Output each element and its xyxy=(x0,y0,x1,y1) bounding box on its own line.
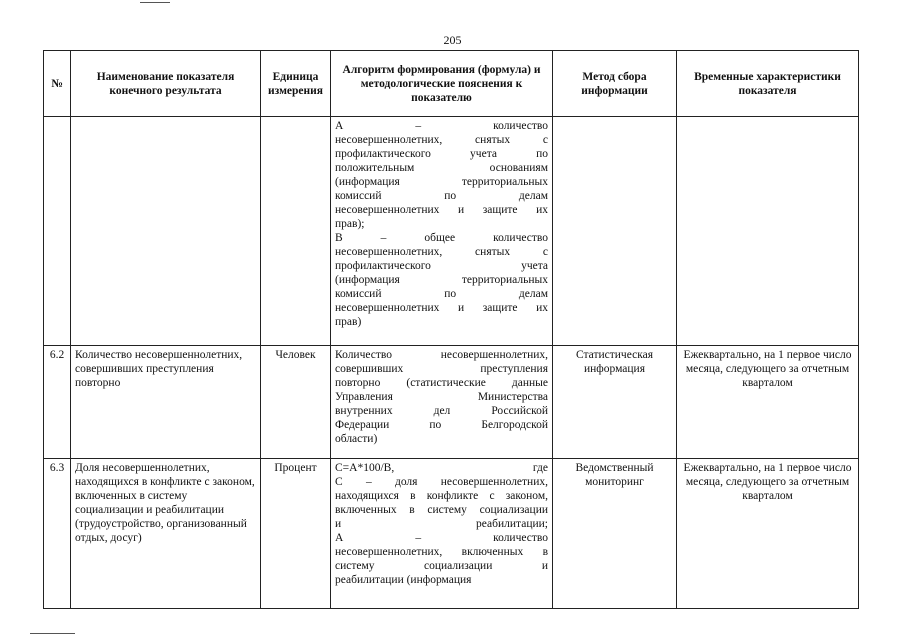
header-row xyxy=(44,51,859,117)
top-edge-line xyxy=(140,2,170,3)
algorithm-line: А – количество xyxy=(335,532,548,544)
header-algorithm: Алгоритм формирования (формула) и методологические пояснения к показателю xyxy=(331,51,553,117)
algorithm-line: С=А*100/В, где xyxy=(335,462,548,474)
header-timing: Временные характеристики показателя xyxy=(677,51,859,117)
time-characteristics xyxy=(677,117,859,346)
algorithm-line: области) xyxy=(335,433,378,445)
algorithm-line: положительным основаниям xyxy=(335,162,548,174)
algorithm-line: комиссий по делам xyxy=(335,190,548,202)
collection-method: Ведомственный мониторинг xyxy=(553,459,677,609)
algorithm-line: профилактического учета по xyxy=(335,148,548,160)
indicator-name: Количество несовершеннолетних, совершивших преступления повторно xyxy=(71,346,261,459)
algorithm-line: С – доля несовершеннолетних, xyxy=(335,476,548,488)
indicator-table xyxy=(43,50,859,609)
algorithm-line: систему социализации и xyxy=(335,560,548,572)
time-characteristics: Ежеквартально, на 1 первое число месяца, следующего за отчетным кварталом xyxy=(677,346,859,459)
algorithm-line: несовершеннолетних, включенных в xyxy=(335,546,548,558)
algorithm-description xyxy=(331,117,553,346)
collection-method xyxy=(553,117,677,346)
algorithm-line: Управления Министерства xyxy=(335,391,548,403)
algorithm-line: и реабилитации; xyxy=(335,518,548,530)
algorithm-line: совершивших преступления xyxy=(335,363,548,375)
row-number: 6.3 xyxy=(44,459,71,609)
algorithm-line: В – общее количество xyxy=(335,232,548,244)
table-row xyxy=(44,117,859,346)
indicator-name: Доля несовершеннолетних, находящихся в конфликте с законом, включенных в систему социализации и реабилитации (трудоустройство, организованный отдых, досуг) xyxy=(71,459,261,609)
row-number: 6.2 xyxy=(44,346,71,459)
algorithm-line: А – количество xyxy=(335,120,548,132)
indicator-name xyxy=(71,117,261,346)
algorithm-line: несовершеннолетних и защите их xyxy=(335,204,548,216)
algorithm-line: прав) xyxy=(335,316,362,328)
algorithm-line: реабилитации (информация xyxy=(335,574,472,586)
algorithm-line: (информация территориальных xyxy=(335,274,548,286)
header-num: № xyxy=(44,51,71,117)
unit-of-measure: Процент xyxy=(261,459,331,609)
table-body xyxy=(44,117,859,609)
table-row xyxy=(44,346,859,459)
algorithm-line: несовершеннолетних, снятых с xyxy=(335,134,548,146)
algorithm-line: несовершеннолетних, снятых с xyxy=(335,246,548,258)
algorithm-line: Количество несовершеннолетних, xyxy=(335,349,548,361)
algorithm-description xyxy=(331,346,553,459)
algorithm-line: несовершеннолетних и защите их xyxy=(335,302,548,314)
algorithm-line: профилактического учета xyxy=(335,260,548,272)
table-row xyxy=(44,459,859,609)
algorithm-line: комиссий по делам xyxy=(335,288,548,300)
algorithm-line: находящихся в конфликте с законом, xyxy=(335,490,548,502)
algorithm-line: Федерации по Белгородской xyxy=(335,419,548,431)
row-number xyxy=(44,117,71,346)
unit-of-measure xyxy=(261,117,331,346)
header-method: Метод сбора информации xyxy=(553,51,677,117)
algorithm-line: повторно (статистические данные xyxy=(335,377,548,389)
collection-method: Статистическая информация xyxy=(553,346,677,459)
page-number: 205 xyxy=(443,33,462,47)
header-name: Наименование показателя конечного результата xyxy=(71,51,261,117)
header-unit: Единица измерения xyxy=(261,51,331,117)
bottom-edge-line xyxy=(30,633,75,634)
algorithm-description xyxy=(331,459,553,609)
algorithm-line: внутренних дел Российской xyxy=(335,405,548,417)
time-characteristics: Ежеквартально, на 1 первое число месяца, следующего за отчетным кварталом xyxy=(677,459,859,609)
algorithm-line: (информация территориальных xyxy=(335,176,548,188)
unit-of-measure: Человек xyxy=(261,346,331,459)
algorithm-line: включенных в систему социализации xyxy=(335,504,548,516)
algorithm-line: прав); xyxy=(335,218,365,230)
